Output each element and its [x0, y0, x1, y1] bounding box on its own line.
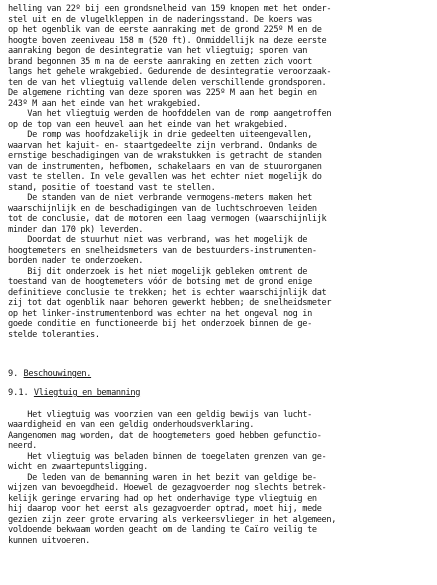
heading-9-1-title: Vliegtuig en bemanning	[33, 388, 141, 398]
heading-9-1	[8, 380, 434, 399]
text-line: toestand van de hoogtemeters vóór de botsing met de grond enige	[8, 277, 312, 287]
text-line: waarschijnlijk en de beschadigingen van de luchtschroeven leiden	[8, 203, 317, 214]
text-line: Van het vliegtuig werden de hoofddelen van de romp aangetroffen	[8, 109, 332, 119]
text-line: borden nader te onderzoeken.	[8, 256, 144, 266]
text-line: hoogte boven zeeniveau 158 m (520 ft). Onmiddellijk na deze eerste	[8, 35, 327, 46]
text-line: neerd.	[8, 441, 37, 451]
text-line: Bij dit onderzoek is het niet mogelijk gebleken omtrent de	[8, 266, 308, 277]
text-line: hij daarop voor het eerst als gezagvoerder optrad, moet hij, mede	[8, 504, 322, 514]
body-text-section-b	[8, 410, 434, 547]
text-line: zij tot dat ogenblik naar behoren gewerkt hebben; de snelheidsmeter	[8, 298, 332, 308]
text-line: stel uit en de vlugelkleppen in de naderingsstand. De koers was	[8, 14, 312, 25]
text-line: van de instrumenten, hefbomen, schakelaars en van de stuurorganen	[8, 161, 322, 172]
text-line: ten de van het vliegtuig vallende delen verschillende grondsporen.	[8, 77, 327, 88]
text-line: stelde toleranties.	[8, 329, 100, 340]
heading-9	[8, 361, 434, 380]
text-line: vast te stellen. In vele gevallen was het echter niet mogelijk do	[8, 172, 322, 182]
text-line: tot de conclusie, dat de motoren een laag vermogen (waarschijnlijk	[8, 214, 327, 224]
text-line: definitieve conclusie te trekken; het is echter waarschijnlijk dat	[8, 287, 327, 298]
spacer	[8, 399, 434, 410]
text-line: De standen van de niet verbrande vermogens-meters maken het	[8, 193, 312, 203]
text-line: Het vliegtuig was voorzien van een geldig bewijs van lucht-	[8, 409, 312, 420]
text-line: De algemene richting van deze sporen was 225º M aan het begin en	[8, 88, 317, 98]
text-line: op het ogenblik van de eerste aanraking met de grond 225º M en de	[8, 25, 322, 35]
text-line: minder dan 170 pk) leverden.	[8, 224, 144, 235]
text-line: aanraking begon de desintegratie van het vliegtuig; sporen van	[8, 46, 308, 56]
text-line: stand, positie of toestand vast te stellen.	[8, 182, 216, 193]
text-line: op het linker-instrumentenbord was echter na het ongeval nog in	[8, 308, 312, 319]
text-line: waarvan het kajuit- en- staartgedeelte zijn verbrand. Ondanks de	[8, 140, 317, 151]
text-line: De leden van de bemanning waren in het bezit van geldige be-	[8, 472, 317, 483]
text-line: 243º M aan het einde van het wrakgebied.	[8, 98, 201, 109]
text-line: kunnen uitvoeren.	[8, 535, 91, 546]
text-line: brand begonnen 35 m na de eerste aanraking en zetten zich voort	[8, 56, 312, 67]
text-line: langs het gehele wrakgebied. Gedurende de desintegratie veroorzaak-	[8, 67, 332, 77]
spacer	[8, 340, 434, 361]
heading-9-1-number: 9.1.	[8, 388, 29, 398]
text-line: goede conditie en functioneerde bij het onderzoek binnen de ge-	[8, 319, 312, 329]
text-line: op de top van een heuvel aan het einde van het wrakgebied.	[8, 119, 288, 130]
text-line: voldoende bekwaam worden geacht om de landing te Caïro veilig te	[8, 525, 317, 535]
text-line: ernstige beschadigingen van de wrakstukken is getracht de standen	[8, 151, 322, 161]
body-text-section-a	[8, 4, 434, 340]
text-line: Het vliegtuig was beladen binnen de toegelaten grenzen van ge-	[8, 451, 327, 462]
heading-9-title: Beschouwingen.	[23, 369, 92, 379]
document-page	[8, 4, 434, 546]
text-line: Doordat de stuurhut niet was verbrand, was het mogelijk de	[8, 235, 308, 245]
text-line: helling van 22º bij een grondsnelheid van 159 knopen met het onder-	[8, 4, 332, 14]
text-line: waardigheid en van een geldig onderhoudsverklaring.	[8, 420, 255, 430]
text-line: wijzen van bevoegdheid. Hoewel de gezagvoerder nog slechts betrek-	[8, 483, 327, 493]
text-line: gezien zijn zeer grote ervaring als verkeersvlieger in het algemeen,	[8, 514, 337, 525]
heading-9-number: 9.	[8, 369, 19, 379]
text-line: De romp was hoofdzakelijk in drie gedeelten uiteengevallen,	[8, 130, 312, 140]
text-line: hoogtemeters en snelheidsmeters van de bestuurders-instrumenten-	[8, 245, 317, 256]
text-line: Aangenomen mag worden, dat de hoogtemeters goed hebben gefunctio-	[8, 430, 322, 441]
text-line: kelijk geringe ervaring had op het onderhavige type vliegtuig en	[8, 493, 317, 504]
text-line: wicht en zwaartepuntsligging.	[8, 462, 148, 472]
